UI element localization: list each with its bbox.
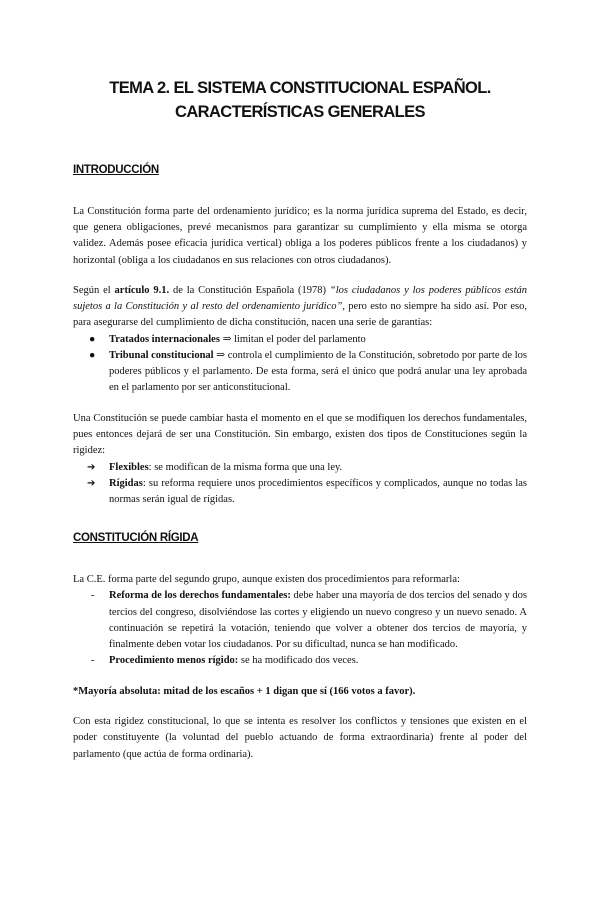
list-item [73,332,527,348]
intro-paragraph-2 [73,283,527,332]
list-item [73,460,527,476]
arrow-icon: ➔ [87,477,96,489]
list-item-text: se ha modificado dos veces. [238,655,359,667]
p2-mid: de la Constitución Española (1978) [169,284,330,296]
bullet-icon: ● [89,349,96,361]
document-title [73,76,527,124]
bullet-icon: ● [89,333,96,345]
list-item [73,348,527,397]
list-item-term: Procedimiento menos rígido: [109,655,239,667]
list-item-term: Tratados internacionales [109,333,220,345]
list-item-text: : se modifican de la misma forma que una ley. [148,461,343,473]
document-page [0,76,600,924]
list-item-text: : su reforma requiere unos procedimientos específicos y complicados, aunque no todas las normas serán igual de rígidas. [109,477,527,506]
list-item-text: ⇒ limitan el poder del parlamento [219,333,366,345]
section-heading-constitucion-rigida: CONSTITUCIÓN RÍGIDA [73,532,199,545]
guarantees-list [73,332,527,397]
p2-post: , pero esto no siempre ha sido así. Por eso, para asegurarse del cumplimiento de dicha constitución, nacen una serie de garantías: [73,301,527,329]
rigid-paragraph-1: La C.E. forma parte del segundo grupo, aunque existen dos procedimientos para reformarla: [73,574,460,586]
list-item-term: Tribunal constitucional [109,349,214,361]
list-item-term: Rígidas [109,477,143,489]
arrow-icon: ➔ [87,461,96,473]
intro-paragraph-1: La Constitución forma parte del ordenamiento jurídico; es la norma jurídica suprema del Estado, es decir, que genera obligaciones, prevé mecanismos para garantizar su cumplimiento y ella misma se otorga validez. Además posee eficacia jurídica vertical) obliga a los poderes públicos frente a los ciudadanos) y horizontal (obliga a los ciudadanos en sus relaciones con otros ciudadanos). [73,205,527,266]
title-line-2: CARACTERÍSTICAS GENERALES [175,103,425,121]
dash-icon: - [91,590,95,602]
list-item-term: Flexibles [109,461,149,473]
list-item-text: debe haber una mayoría de dos tercios del senado y dos tercios del congreso, disolviéndose las cortes y eligiendo un nuevo congreso y un nuevo senado. A continuación se repetirá la votación, teniendo que volver a obtener dos tercios de mayoría, y finalmente deben votar los ciudadanos. Por su dificultad, nunca se han modificado. [109,590,527,651]
constitution-types-list [73,460,527,509]
section-heading-introduccion: INTRODUCCIÓN [73,164,159,176]
article-quote: “los ciudadanos y los poderes públicos están sujetos a la Constitución y al resto del ordenamiento jurídico” [73,284,527,313]
list-item [73,476,527,509]
list-item-text: ⇒ controla el cumplimiento de la Constitución, sobretodo por parte de los poderes públicos y el parlamento. De esta forma, será el único que podrá anular una ley aprobada en el parlamento por ser anticonstitucional. [109,349,527,394]
article-reference: artículo 9.1. [114,284,170,296]
list-item [73,588,527,653]
majority-note: *Mayoría absoluta: mitad de los escaños + 1 digan que sí (166 votos a favor). [73,685,416,697]
title-line-1: TEMA 2. EL SISTEMA CONSTITUCIONAL ESPAÑOL. [109,79,491,97]
intro-paragraph-3: Una Constitución se puede cambiar hasta el momento en el que se modifiquen los derechos fundamentales, pues entonces dejará de ser una Constitución. Sin embargo, existen dos tipos de Constituciones según la rigidez: [73,412,527,457]
dash-icon: - [91,655,95,667]
list-item [73,653,527,669]
procedures-list [73,588,527,669]
p2-pre: Según el [73,284,115,296]
rigid-paragraph-2: Con esta rigidez constitucional, lo que se intenta es resolver los conflictos y tensiones que existen en el poder constituyente (la voluntad del pueblo actuando de forma extraordinaria) frente al poder del parlamento (que actúa de forma ordinaria). [73,716,527,760]
list-item-term: Reforma de los derechos fundamentales: [109,590,291,602]
